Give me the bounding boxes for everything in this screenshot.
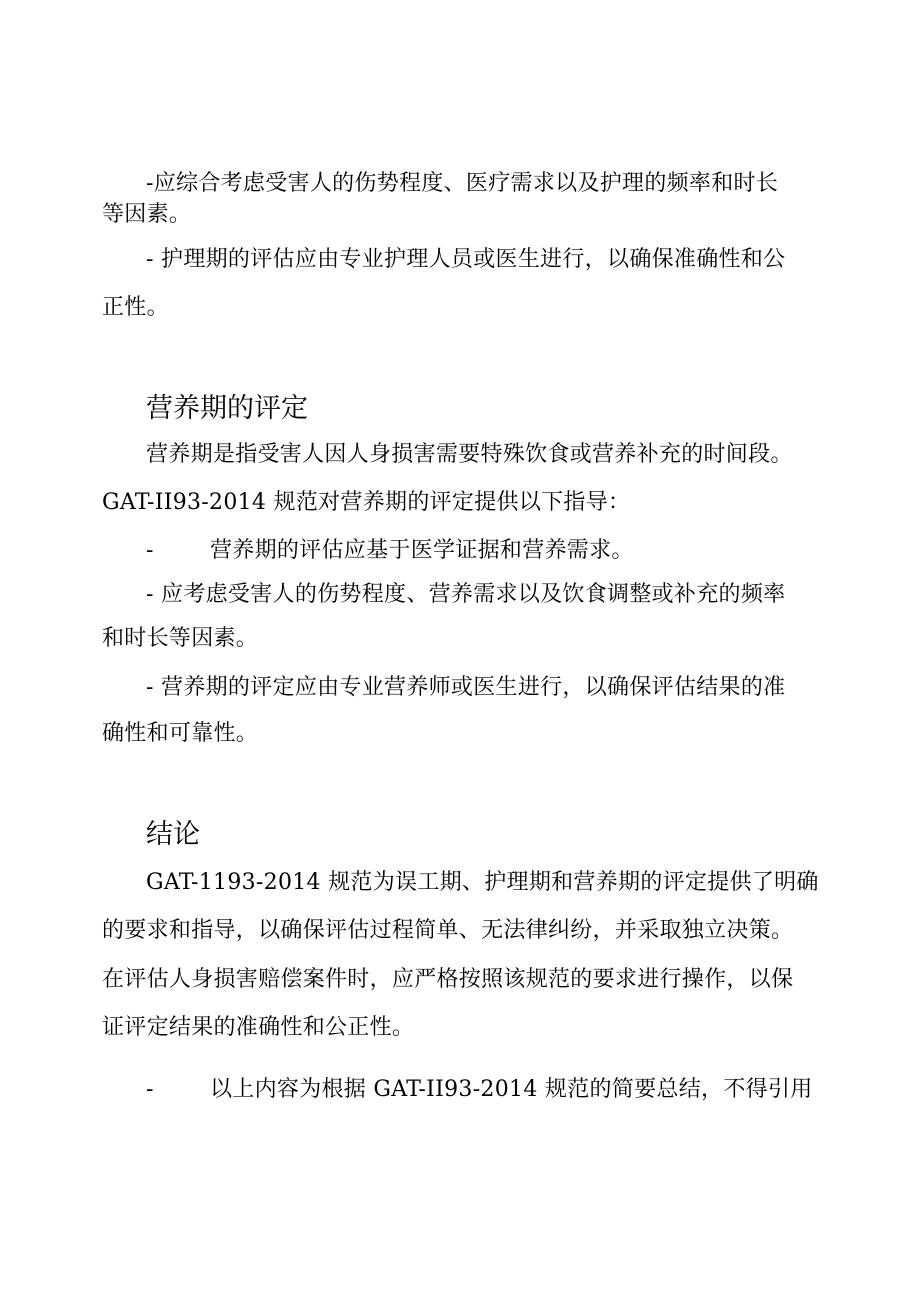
nursing-item1-line1: -应综合考虑受害人的伤势程度、医疗需求以及护理的频率和时长: [146, 171, 779, 196]
conclusion-note-text: 以上内容为根据 GAT-II93-2014 规范的简要总结，不得引用: [210, 1077, 813, 1102]
conclusion-para-line2: 的要求和指导，以确保评估过程简单、无法律纠纷，并采取独立决策。: [102, 918, 794, 943]
nutrition-item2-line1: - 应考虑受害人的伤势程度、营养需求以及饮食调整或补充的频率: [146, 582, 786, 607]
nutrition-heading: 营养期的评定: [146, 393, 308, 424]
conclusion-para-line3: 在评估人身损害赔偿案件时，应严格按照该规范的要求进行操作，以保: [102, 967, 794, 992]
conclusion-para-line1: GAT-1193-2014 规范为误工期、护理期和营养期的评定提供了明确: [146, 870, 819, 895]
nutrition-item3-line2: 确性和可靠性。: [102, 721, 259, 746]
nutrition-item1-dash: -: [146, 538, 154, 563]
nursing-item1-line2: 等因素。: [102, 202, 192, 227]
conclusion-note-dash: -: [146, 1077, 154, 1102]
conclusion-para-line4: 证评定结果的准确性和公正性。: [102, 1015, 415, 1040]
nutrition-intro-line1: 营养期是指受害人因人身损害需要特殊饮食或营养补充的时间段。: [146, 442, 793, 467]
nutrition-intro-line2: GAT-II93-2014 规范对营养期的评定提供以下指导：: [102, 490, 631, 515]
nutrition-item1-text: 营养期的评估应基于医学证据和营养需求。: [210, 538, 634, 563]
nursing-item2-line2: 正性。: [102, 295, 169, 320]
nutrition-item2-line2: 和时长等因素。: [102, 626, 259, 651]
nursing-item2-line1: - 护理期的评估应由专业护理人员或医生进行，以确保准确性和公: [146, 247, 786, 272]
nutrition-item3-line1: - 营养期的评定应由专业营养师或医生进行，以确保评估结果的准: [146, 675, 786, 700]
conclusion-heading: 结论: [146, 819, 200, 850]
